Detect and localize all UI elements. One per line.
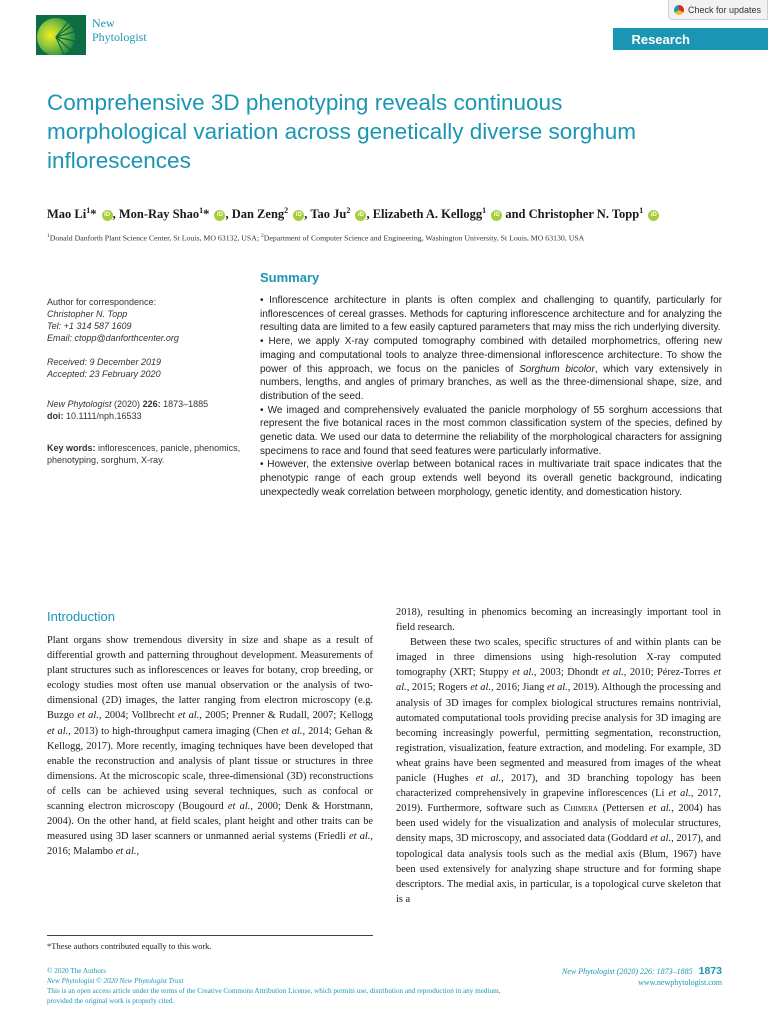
doi-value[interactable]: 10.1111/nph.16533 xyxy=(63,411,142,421)
footer-citation-text: New Phytologist (2020) 226: 1873–1885 xyxy=(561,967,693,976)
accepted-date: Accepted: 23 February 2020 xyxy=(47,369,161,379)
correspondence-tel: Tel: +1 314 587 1609 xyxy=(47,321,132,331)
footer-citation xyxy=(500,966,722,988)
affiliations xyxy=(47,233,747,243)
summary-text xyxy=(260,294,722,500)
author-affil-sup: 1 xyxy=(199,206,204,215)
author-list: Mao Li$^1$* iD , Mon-Ray Shao$^1$* iD , Dan Zeng$^2$ iD , Tao Ju$^2$ iD , Elizabeth A. Kellogg$^1$ iD and Christopher N. Topp$^1$ iD xyxy=(47,206,747,222)
summary-heading: Summary xyxy=(260,270,320,285)
correspondence-label: Author for correspondence: xyxy=(47,297,157,307)
orcid-icon[interactable]: iD xyxy=(648,210,659,221)
crossmark-icon xyxy=(674,5,684,15)
footnote: *These authors contributed equally to this work. xyxy=(47,941,212,951)
section-label: Research xyxy=(631,31,690,47)
author-name[interactable]: Christopher N. Topp xyxy=(528,207,640,222)
correspondence-name: Christopher N. Topp xyxy=(47,309,128,319)
page-number: 1873 xyxy=(698,965,722,977)
body-paragraph: Between these two scales, specific structures of and within plants can be imaged in three dimensions using high-resolution X-ray computed tomography (XRT; Stuppy et al., 2003; Dhondt et al., 2010; Pérez-Torres et al., 2015; Rogers et al., 2016; Jiang et al., 2019). Although the processing and analysis of 3D images for complex biological structures remains nontrivial, automated computational tools providing precise analysis for 3D imaging are becoming increasingly powerful, permitting segmentation, reconstruction, registration, visualization, feature extraction, and modeling. For example, 3D wheat grains have been segmented and measured from images of the wheat panicle (Hughes et al., 2017), and 3D branching topology has been characterized comprehensively in grapevine inflorescences (Li et al., 2017, 2019). Furthermore, software such as Chimera (Pettersen et al., 2004) has been used widely for the visualization and analysis of molecular structures, density maps, 3D microscopy, and associated data (Goddard et al., 2017), and topological data analysis tools such as the medial axis (Blum, 1967) have been used extensively for analyzing shape structure and for forming shape descriptors. The medial axis, in particular, is a topological curve skeleton that is a xyxy=(396,637,722,905)
citation-year: (2020) xyxy=(111,399,143,409)
footer-copyright-trust: New Phytologist © 2020 New Phytologist Trust xyxy=(47,977,184,985)
author-affil-sup: 1 xyxy=(482,206,487,215)
check-for-updates-label: Check for updates xyxy=(688,4,762,15)
affiliation-2: Department of Computer Science and Engineering, Washington University, St Louis, MO 63130, USA xyxy=(263,233,585,243)
journal-name xyxy=(92,16,147,44)
keywords-label: Key words: xyxy=(47,443,96,453)
citation-volume: 226: xyxy=(142,399,161,409)
author-name[interactable]: Tao Ju xyxy=(310,207,347,222)
orcid-icon[interactable]: iD xyxy=(102,210,113,221)
body-column-left xyxy=(47,609,373,859)
keywords-value: inflorescences, panicle, phenomics, phenotyping, sorghum, X-ray. xyxy=(47,443,241,465)
author-name[interactable]: Mao Li xyxy=(47,207,87,222)
author-mark: * xyxy=(203,207,210,222)
summary-point: • We imaged and comprehensively evaluated the panicle morphology of 55 sorghum accessions that represent the five botanical races in the most common classification system of the species, defined by genetic data. We used our data to determine the reliability of the morphological characters for assigning specimens to race and found that seed features were particularly informative. xyxy=(260,404,722,457)
author-mark: * xyxy=(90,207,97,222)
orcid-icon[interactable]: iD xyxy=(293,210,304,221)
summary-point xyxy=(260,335,722,404)
summary-text-part: • Here, we apply X-ray computed tomography combined with detailed morphometrics, offering new imaging and computational tools to analyze three-dimensional inflorescence architecture. To show the power of this approach, we focus on the panicles of xyxy=(260,336,722,375)
journal-logo-icon xyxy=(36,15,86,55)
species-name: Sorghum bicolor xyxy=(519,363,595,375)
orcid-icon[interactable]: iD xyxy=(214,210,225,221)
affil-sup: 2 xyxy=(261,233,264,239)
author-affil-sup: 1 xyxy=(639,206,644,215)
footer-license xyxy=(47,966,507,1006)
footer-url[interactable]: www.newphytologist.com xyxy=(638,978,722,987)
citation-journal: New Phytologist xyxy=(47,399,112,409)
journal-name-line1: New xyxy=(92,16,115,30)
author-name[interactable]: Dan Zeng xyxy=(231,207,285,222)
introduction-heading: Introduction xyxy=(47,609,115,624)
footnote-divider xyxy=(47,935,373,936)
author-and: and xyxy=(505,207,526,222)
orcid-icon[interactable]: iD xyxy=(355,210,366,221)
author-affil-sup: 2 xyxy=(284,206,289,215)
body-paragraph: Plant organs show tremendous diversity in size and shape as a result of differential growth and patterning throughout development. Measurements of plant structures such as inflorescences or leaves for botany, crop breeding, or ecology studies most often use manual observation or the analysis of two-dimensional (2D) images, the latter ranging from electron microscopy (e.g. Buzgo et al., 2004; Vollbrecht et al., 2005; Prenner & Rudall, 2007; Kellogg et al., 2013) to high-throughput camera imaging (Chen et al., 2014; Gehan & Kellogg, 2017). More recently, imaging techniques have been developed that enable the reconstruction and analysis of plant tissue or structures in three dimensions. At the microscopic scale, three-dimensional (3D) reconstructions of cells can be achieved using several techniques, such as confocal or scanning electron microscopy (Bougourd et al., 2000; Denk & Horstmann, 2004). On the other hand, at field scales, plant height and other traits can be measured using 3D laser scanners or unmanned aerial systems (Friedli et al., 2016; Malambo et al., xyxy=(47,635,374,858)
affil-sup: 1 xyxy=(47,233,50,239)
author-name[interactable]: Mon-Ray Shao xyxy=(118,207,200,222)
journal-name-line2: Phytologist xyxy=(92,30,147,44)
affiliation-1: Donald Danforth Plant Science Center, St Louis, MO 63132, USA; xyxy=(49,233,260,243)
article-title: Comprehensive 3D phenotyping reveals continuous morphological variation across genetically diverse sorghum inflorescences xyxy=(47,90,637,173)
footer-license-text: This is an open access article under the terms of the Creative Commons Attribution License, which permits use, distribution and reproduction in any medium, provided the original work is properly cited. xyxy=(47,987,501,1005)
article-info-sidebar xyxy=(47,296,247,478)
orcid-icon[interactable]: iD xyxy=(491,210,502,221)
body-column-right xyxy=(396,605,721,907)
author-affil-sup: 2 xyxy=(346,206,351,215)
citation xyxy=(47,398,247,410)
correspondence-email[interactable]: Email: ctopp@danforthcenter.org xyxy=(47,333,179,343)
check-for-updates-button[interactable] xyxy=(668,0,768,20)
summary-point: • Inflorescence architecture in plants is often complex and challenging to quantify, particularly for inflorescences of cereal grasses. Methods for capturing inflorescence architecture and for analyzing the resulting data are limited to a few easily captured parameters that may miss the rich underlying diversity. xyxy=(260,295,722,334)
doi xyxy=(47,410,247,422)
summary-point: • However, the extensive overlap between botanical races in multivariate trait space indicates that the phenotypic range of each group extends well beyond its overall genetic background, indicating unexpectedly weak correlation between morphology, genetic identity, and domestication history. xyxy=(260,459,722,498)
citation-pages: 1873–1885 xyxy=(160,399,209,409)
received-date: Received: 9 December 2019 xyxy=(47,357,162,367)
footer-copyright: © 2020 The Authors xyxy=(47,967,107,975)
author-affil-sup: 1 xyxy=(86,206,91,215)
author-name[interactable]: Elizabeth A. Kellogg xyxy=(372,207,483,222)
keywords xyxy=(47,442,247,466)
body-paragraph: 2018), resulting in phenomics becoming an increasingly important tool in field research. xyxy=(396,607,721,634)
doi-label: doi: xyxy=(47,411,64,421)
section-tab xyxy=(613,28,768,50)
summary-text-part: , which vary extensively in numbers, lengths, and angles of primary branches, as well as the three-dimensional shape, size, and distribution of the seed. xyxy=(260,363,723,402)
